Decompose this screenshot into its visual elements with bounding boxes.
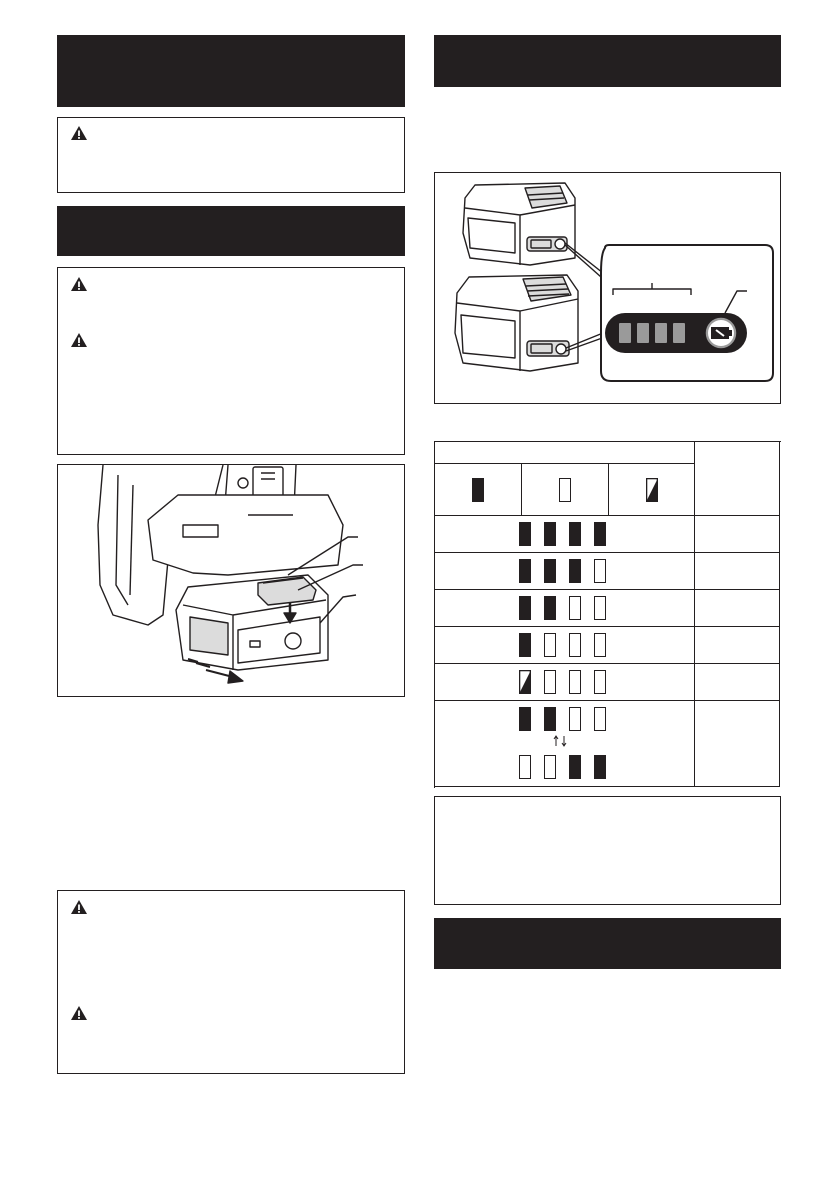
table-row-lamps bbox=[435, 627, 695, 664]
table-row-capacity bbox=[695, 701, 780, 787]
lamp-off-icon bbox=[594, 670, 606, 694]
warning-box-3 bbox=[57, 890, 405, 1074]
table-row-capacity bbox=[695, 627, 780, 664]
battery-indicator-figure bbox=[434, 172, 781, 404]
section-header-bar-2 bbox=[57, 206, 405, 256]
lamp-off-icon bbox=[569, 707, 581, 731]
lamp-off-icon bbox=[594, 596, 606, 620]
table-row-capacity bbox=[695, 553, 780, 590]
battery-packs-illustration bbox=[435, 173, 779, 402]
legend-cell-lit bbox=[435, 464, 522, 516]
warning-triangle-icon bbox=[70, 899, 88, 915]
lamp-lit-icon bbox=[544, 559, 556, 583]
lamp-lit-icon bbox=[544, 522, 556, 546]
lamp-off-icon bbox=[519, 755, 531, 779]
section-header-bar-1 bbox=[57, 35, 405, 107]
lamp-lit-icon bbox=[569, 522, 581, 546]
lamp-lit-icon bbox=[569, 559, 581, 583]
legend-cell-off bbox=[522, 464, 609, 516]
table-row-capacity bbox=[695, 664, 780, 701]
lamp-lit-icon bbox=[594, 755, 606, 779]
lamp-lit-icon bbox=[519, 522, 531, 546]
lamp-lit-icon bbox=[544, 596, 556, 620]
lamp-lit-icon bbox=[594, 522, 606, 546]
tool-and-battery-illustration bbox=[58, 465, 403, 695]
lamp-lit-icon bbox=[472, 478, 484, 502]
lamp-blinking-icon bbox=[646, 478, 658, 502]
warning-box-2 bbox=[57, 267, 405, 455]
lamp-off-icon bbox=[569, 670, 581, 694]
lamp-off-icon bbox=[544, 633, 556, 657]
lamp-off-icon bbox=[559, 478, 571, 502]
table-row-lamps bbox=[435, 701, 695, 787]
note-box bbox=[434, 796, 781, 905]
lamp-lit-icon bbox=[544, 707, 556, 731]
warning-triangle-icon bbox=[70, 125, 88, 141]
indicator-status-table bbox=[434, 441, 781, 788]
lamp-lit-icon bbox=[569, 755, 581, 779]
legend-cell-blinking bbox=[609, 464, 695, 516]
lamp-off-icon bbox=[569, 596, 581, 620]
warning-triangle-icon bbox=[70, 276, 88, 292]
warning-triangle-icon bbox=[70, 1005, 88, 1021]
battery-removal-figure bbox=[57, 464, 405, 697]
lamp-off-icon bbox=[594, 633, 606, 657]
lamp-lit-icon bbox=[519, 596, 531, 620]
lamp-off-icon bbox=[544, 755, 556, 779]
lamp-off-icon bbox=[594, 707, 606, 731]
warning-triangle-icon bbox=[70, 332, 88, 348]
warning-box-1 bbox=[57, 117, 405, 193]
lamp-off-icon bbox=[544, 670, 556, 694]
table-row-capacity bbox=[695, 590, 780, 627]
lamp-lit-icon bbox=[519, 559, 531, 583]
table-header-lamps bbox=[435, 442, 695, 464]
table-row-lamps bbox=[435, 516, 695, 553]
section-header-bar-4 bbox=[434, 918, 781, 969]
lamp-lit-icon bbox=[519, 707, 531, 731]
table-row-lamps bbox=[435, 664, 695, 701]
lamp-off-icon bbox=[569, 633, 581, 657]
lamp-lit-icon bbox=[519, 633, 531, 657]
up-down-arrows-icon bbox=[553, 735, 567, 747]
table-row-capacity bbox=[695, 516, 780, 553]
section-header-bar-3 bbox=[434, 35, 781, 87]
lamp-off-icon bbox=[594, 559, 606, 583]
table-row-lamps bbox=[435, 553, 695, 590]
table-row-lamps bbox=[435, 590, 695, 627]
table-header-capacity bbox=[695, 442, 780, 516]
lamp-blinking-icon bbox=[519, 670, 531, 694]
